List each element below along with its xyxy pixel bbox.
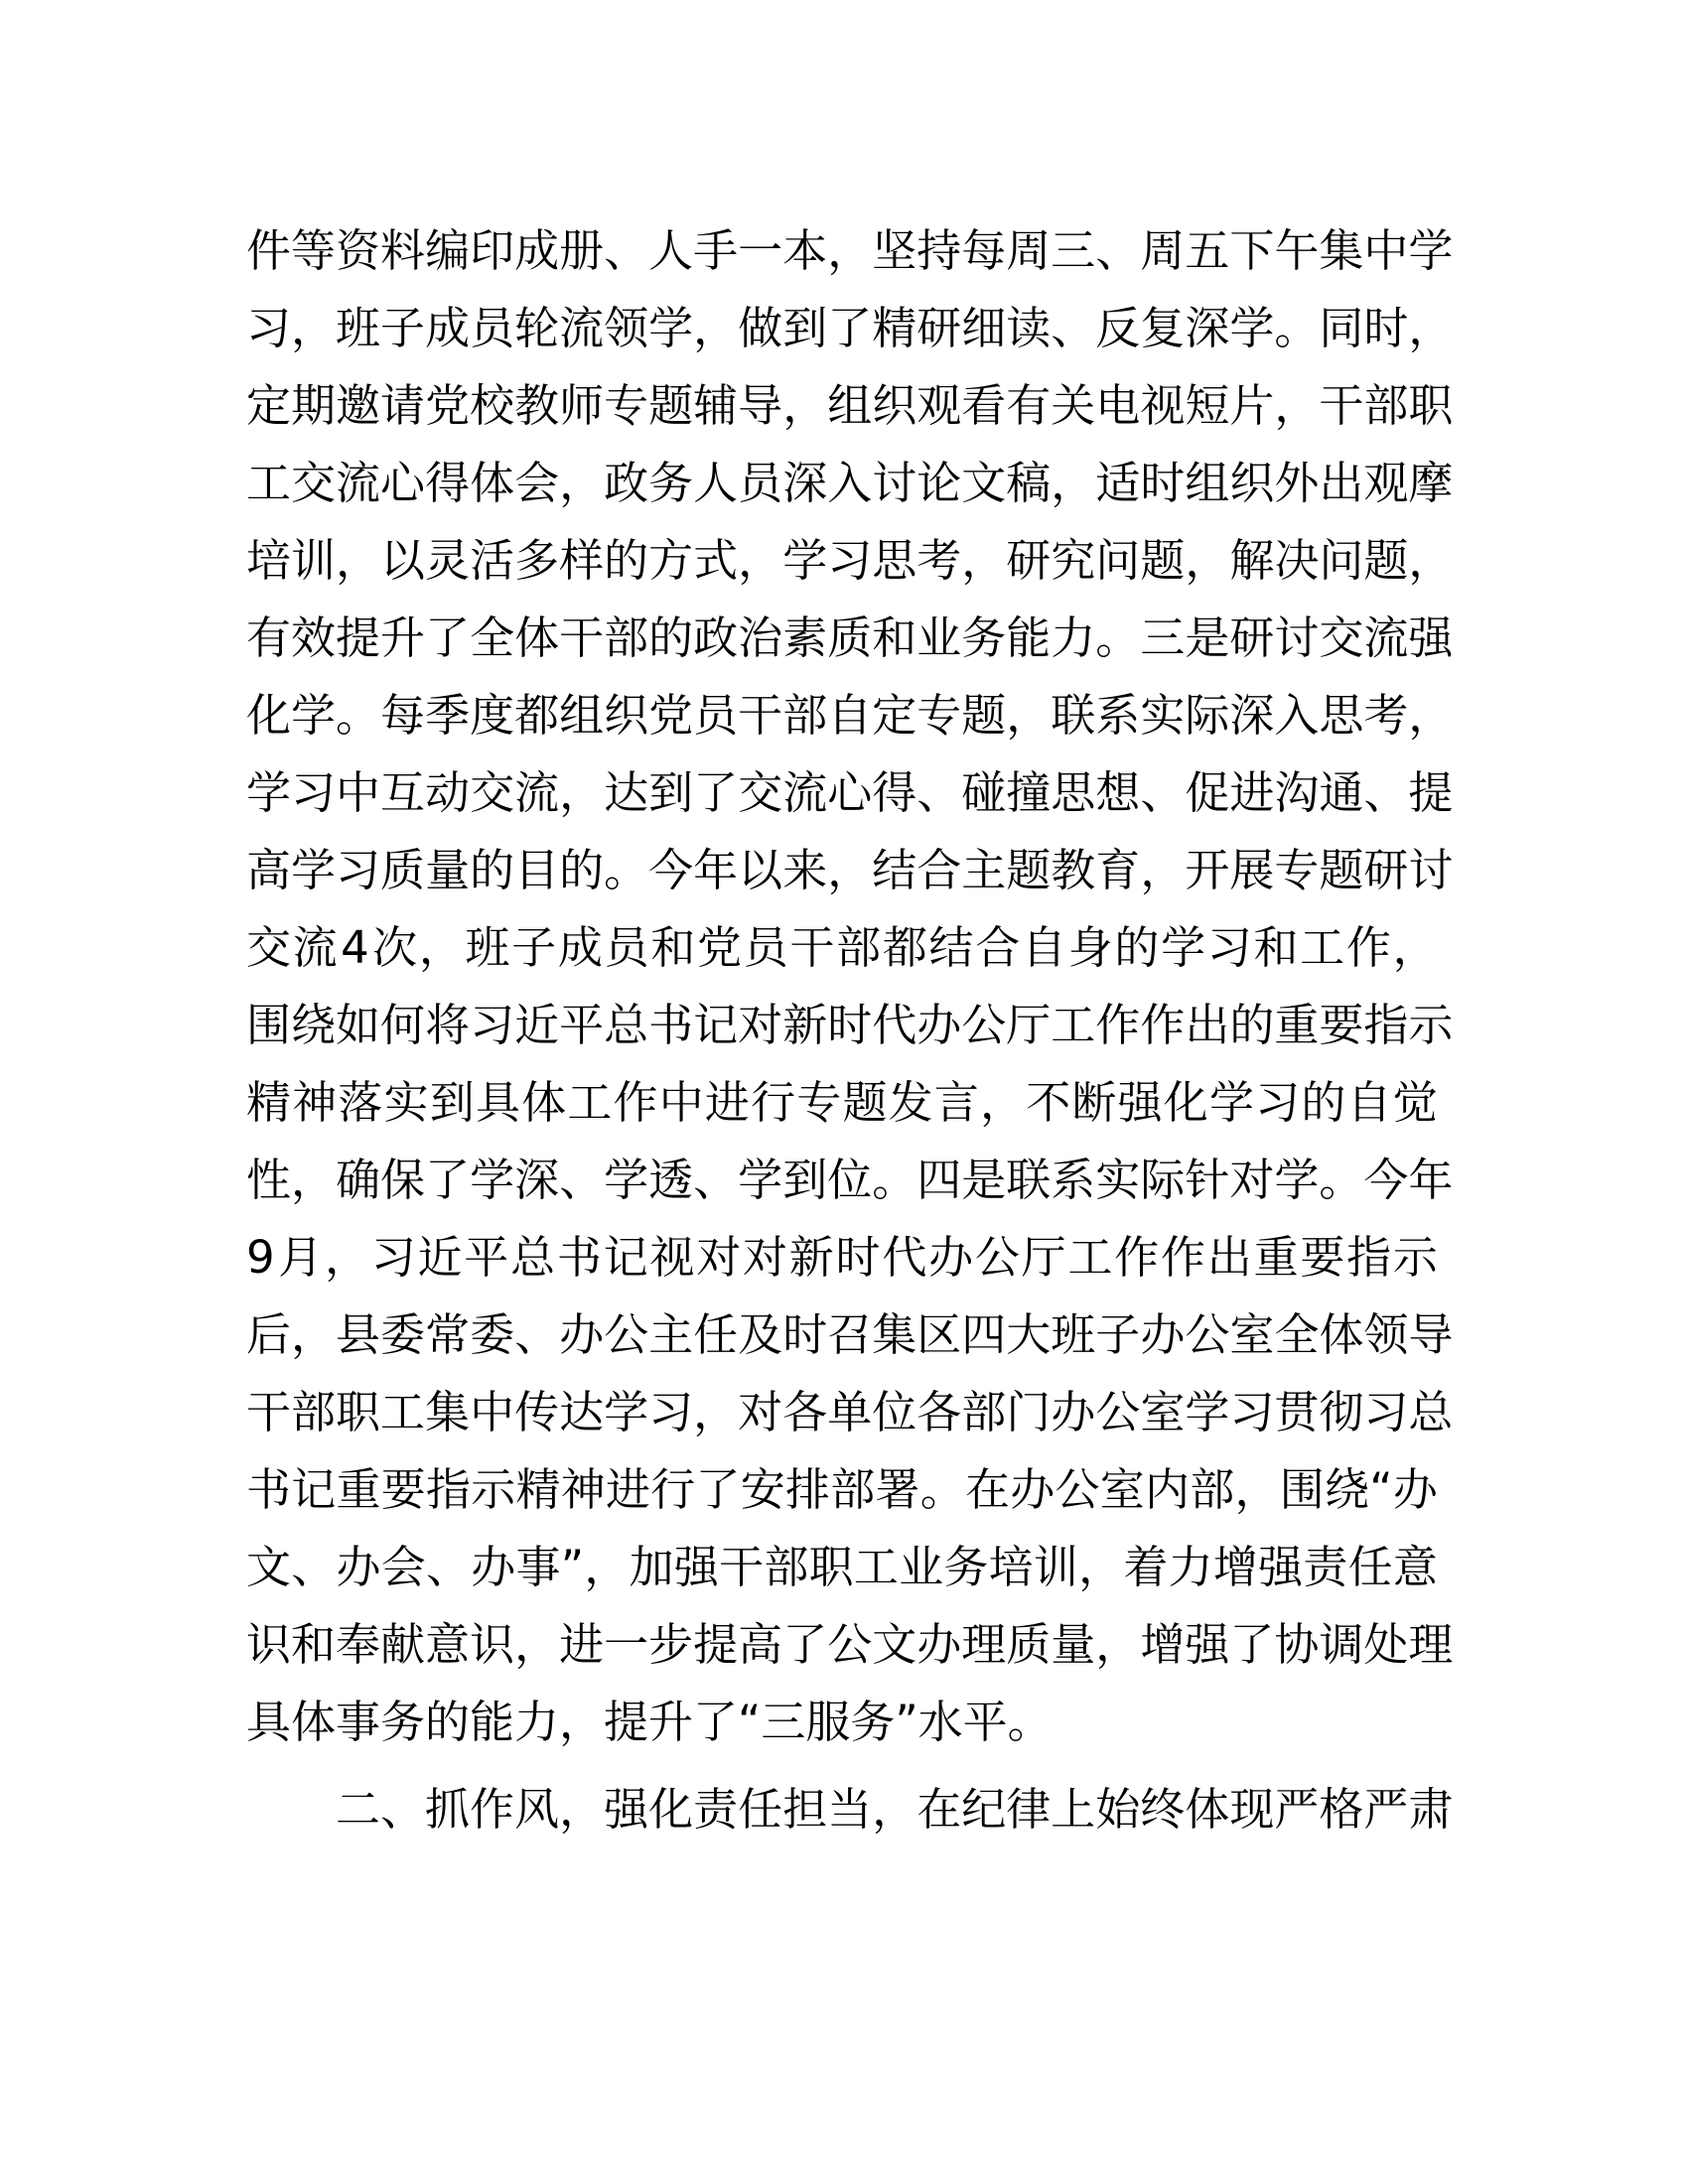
- text-line: 高 学 习 质 量 的 目 的 。 今 年 以 来 ， 结 合 主 题 教 育 ， 开 展 专 题 研 讨: [246, 844, 1454, 896]
- text-line: 件 等 资 料 编 印 成 册 、 人 手 一 本 ， 坚 持 每 周 三 、 周 五 下 午 集 中 学: [246, 224, 1454, 277]
- text-line: 9 月 ， 习 近 平 总 书 记 视 对 对 新 时 代 办 公 厅 工 作 作 出 重 要 指 示: [246, 1231, 1438, 1284]
- text-line: 围 绕 如 何 将 习 近 平 总 书 记 对 新 时 代 办 公 厅 工 作 作 出 的 重 要 指 示: [246, 999, 1454, 1051]
- text-line: 识 和 奉 献 意 识 ， 进 一 步 提 高 了 公 文 办 理 质 量 ， 增 强 了 协 调 处 理: [246, 1618, 1454, 1671]
- text-line: 培 训 ， 以 灵 活 多 样 的 方 式 ， 学 习 思 考 ， 研 究 问 题 ， 解 决 问 题 ，: [246, 534, 1454, 587]
- text-line: 有 效 提 升 了 全 体 干 部 的 政 治 素 质 和 业 务 能 力 。 三 是 研 讨 交 流 强: [246, 612, 1454, 664]
- text-line-last: 具体事务的能力，提升了“三服务”水平。: [246, 1696, 1053, 1748]
- text-line: 学 习 中 互 动 交 流 ， 达 到 了 交 流 心 得 、 碰 撞 思 想 、 促 进 沟 通 、 提: [246, 766, 1454, 819]
- text-line: 文 、 办 会 、 办 事 ” ， 加 强 干 部 职 工 业 务 培 训 ， 着 力 增 强 责 任 意: [246, 1541, 1438, 1593]
- text-line: 后 ， 县 委 常 委 、 办 公 主 任 及 时 召 集 区 四 大 班 子 办 公 室 全 体 领 导: [246, 1308, 1454, 1361]
- text-line: 工 交 流 心 得 体 会 ， 政 务 人 员 深 入 讨 论 文 稿 ， 适 时 组 织 外 出 观 摩: [246, 457, 1454, 509]
- body-text: [246, 212, 1454, 1848]
- spacer: [246, 1761, 1438, 1771]
- text-line: 书 记 重 要 指 示 精 神 进 行 了 安 排 部 署 。 在 办 公 室 内 部 ， 围 绕 “ 办: [246, 1463, 1438, 1516]
- section-heading: 二 、 抓 作 风 ， 强 化 责 任 担 当 ， 在 纪 律 上 始 终 体 现 严 格 严 肃: [336, 1783, 1454, 1836]
- text-line: 精 神 落 实 到 具 体 工 作 中 进 行 专 题 发 言 ， 不 断 强 化 学 习 的 自 觉: [246, 1076, 1438, 1129]
- text-line: 交 流 4 次 ， 班 子 成 员 和 党 员 干 部 都 结 合 自 身 的 学 习 和 工 作 ，: [246, 921, 1438, 974]
- text-line: 干 部 职 工 集 中 传 达 学 习 ， 对 各 单 位 各 部 门 办 公 室 学 习 贯 彻 习 总: [246, 1386, 1454, 1438]
- text-line: 化 学 。 每 季 度 都 组 织 党 员 干 部 自 定 专 题 ， 联 系 实 际 深 入 思 考 ，: [246, 689, 1454, 742]
- text-line: 性 ， 确 保 了 学 深 、 学 透 、 学 到 位 。 四 是 联 系 实 际 针 对 学 。 今 年: [246, 1154, 1454, 1206]
- text-line: 定 期 邀 请 党 校 教 师 专 题 辅 导 ， 组 织 观 看 有 关 电 视 短 片 ， 干 部 职: [246, 379, 1454, 432]
- text-line: 习 ， 班 子 成 员 轮 流 领 学 ， 做 到 了 精 研 细 读 、 反 复 深 学 。 同 时 ，: [246, 302, 1454, 354]
